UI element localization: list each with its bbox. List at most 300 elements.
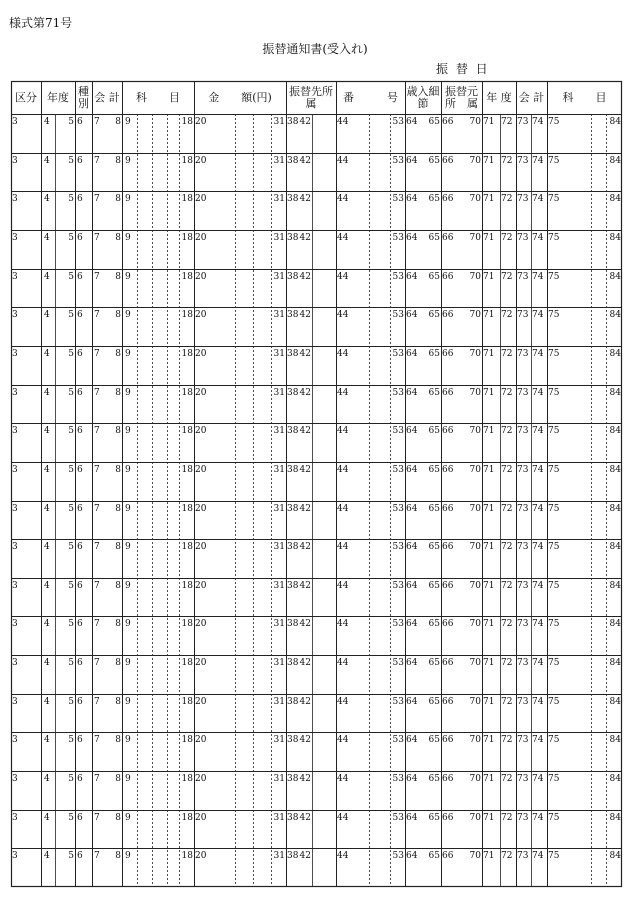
row-mark: 84 bbox=[609, 735, 621, 745]
row-mark: 6 bbox=[77, 774, 83, 784]
row-mark: 75 bbox=[548, 813, 560, 823]
row-mark: 64 bbox=[406, 774, 418, 784]
row-mark: 18 bbox=[181, 117, 193, 127]
row-mark: 18 bbox=[181, 581, 193, 591]
row-mark: 72 bbox=[501, 156, 513, 166]
row-mark: 84 bbox=[609, 774, 621, 784]
row-mark: 3 bbox=[12, 851, 18, 861]
row-mark: 53 bbox=[392, 465, 404, 475]
row-mark: 5 bbox=[68, 156, 74, 166]
row-mark: 8 bbox=[115, 581, 121, 591]
row-mark: 75 bbox=[548, 349, 560, 359]
row-mark: 66 bbox=[442, 156, 454, 166]
row-mark: 66 bbox=[442, 619, 454, 629]
row-mark: 65 bbox=[428, 117, 440, 127]
row-mark: 75 bbox=[548, 426, 560, 436]
row-mark: 20 bbox=[195, 851, 207, 861]
row-mark: 3 bbox=[12, 542, 18, 552]
row-mark: 42 bbox=[299, 774, 311, 784]
row-mark: 64 bbox=[406, 813, 418, 823]
row-mark: 53 bbox=[392, 156, 404, 166]
row-mark: 31 bbox=[273, 194, 285, 204]
row-mark: 5 bbox=[68, 619, 74, 629]
row-mark: 38 bbox=[287, 735, 299, 745]
row-mark: 3 bbox=[12, 813, 18, 823]
row-mark: 73 bbox=[517, 735, 529, 745]
row-mark: 31 bbox=[273, 504, 285, 514]
row-mark: 4 bbox=[44, 851, 50, 861]
row-mark: 75 bbox=[548, 619, 560, 629]
row-mark: 8 bbox=[115, 117, 121, 127]
row-mark: 65 bbox=[428, 542, 440, 552]
column-header-kaikei: 会 計 bbox=[94, 90, 120, 104]
row-mark: 18 bbox=[181, 697, 193, 707]
row-mark: 5 bbox=[68, 581, 74, 591]
row-mark: 6 bbox=[77, 156, 83, 166]
row-mark: 3 bbox=[12, 272, 18, 282]
table-grid bbox=[11, 81, 622, 887]
row-mark: 84 bbox=[609, 272, 621, 282]
row-mark: 18 bbox=[181, 349, 193, 359]
row-mark: 65 bbox=[428, 388, 440, 398]
row-mark: 66 bbox=[442, 117, 454, 127]
row-mark: 4 bbox=[44, 310, 50, 320]
row-mark: 38 bbox=[287, 697, 299, 707]
row-mark: 6 bbox=[77, 233, 83, 243]
row-mark: 71 bbox=[483, 504, 495, 514]
row-mark: 84 bbox=[609, 194, 621, 204]
row-mark: 64 bbox=[406, 619, 418, 629]
row-mark: 53 bbox=[392, 504, 404, 514]
row-mark: 20 bbox=[195, 658, 207, 668]
transfer-form-table bbox=[11, 81, 622, 887]
row-mark: 31 bbox=[273, 272, 285, 282]
row-mark: 4 bbox=[44, 272, 50, 282]
row-mark: 53 bbox=[392, 658, 404, 668]
row-mark: 6 bbox=[77, 697, 83, 707]
row-mark: 9 bbox=[125, 194, 131, 204]
row-mark: 74 bbox=[532, 774, 544, 784]
row-mark: 71 bbox=[483, 272, 495, 282]
row-mark: 7 bbox=[94, 851, 100, 861]
row-mark: 8 bbox=[115, 851, 121, 861]
row-mark: 31 bbox=[273, 310, 285, 320]
row-mark: 73 bbox=[517, 813, 529, 823]
row-mark: 18 bbox=[181, 542, 193, 552]
row-mark: 8 bbox=[115, 233, 121, 243]
row-mark: 38 bbox=[287, 388, 299, 398]
row-mark: 18 bbox=[181, 233, 193, 243]
row-mark: 31 bbox=[273, 388, 285, 398]
row-mark: 18 bbox=[181, 813, 193, 823]
row-mark: 5 bbox=[68, 194, 74, 204]
row-mark: 66 bbox=[442, 272, 454, 282]
row-mark: 6 bbox=[77, 735, 83, 745]
row-mark: 66 bbox=[442, 349, 454, 359]
column-header-nendo: 年度 bbox=[47, 90, 69, 104]
row-mark: 6 bbox=[77, 349, 83, 359]
row-mark: 42 bbox=[299, 233, 311, 243]
row-mark: 74 bbox=[532, 310, 544, 320]
row-mark: 9 bbox=[125, 426, 131, 436]
row-mark: 5 bbox=[68, 813, 74, 823]
row-mark: 73 bbox=[517, 504, 529, 514]
row-mark: 31 bbox=[273, 426, 285, 436]
row-mark: 18 bbox=[181, 851, 193, 861]
row-mark: 71 bbox=[483, 697, 495, 707]
row-mark: 18 bbox=[181, 735, 193, 745]
row-mark: 53 bbox=[392, 851, 404, 861]
row-mark: 73 bbox=[517, 851, 529, 861]
row-mark: 6 bbox=[77, 619, 83, 629]
row-mark: 84 bbox=[609, 233, 621, 243]
row-mark: 65 bbox=[428, 581, 440, 591]
row-mark: 72 bbox=[501, 117, 513, 127]
row-mark: 18 bbox=[181, 465, 193, 475]
row-mark: 44 bbox=[337, 542, 349, 552]
row-mark: 6 bbox=[77, 542, 83, 552]
row-mark: 53 bbox=[392, 426, 404, 436]
row-mark: 8 bbox=[115, 504, 121, 514]
row-mark: 42 bbox=[299, 697, 311, 707]
row-mark: 84 bbox=[609, 619, 621, 629]
row-mark: 5 bbox=[68, 542, 74, 552]
row-mark: 20 bbox=[195, 774, 207, 784]
row-mark: 53 bbox=[392, 117, 404, 127]
row-mark: 75 bbox=[548, 233, 560, 243]
row-mark: 31 bbox=[273, 117, 285, 127]
row-mark: 20 bbox=[195, 813, 207, 823]
row-mark: 3 bbox=[12, 735, 18, 745]
row-mark: 42 bbox=[299, 581, 311, 591]
row-mark: 64 bbox=[406, 272, 418, 282]
row-mark: 31 bbox=[273, 658, 285, 668]
row-mark: 38 bbox=[287, 581, 299, 591]
row-mark: 4 bbox=[44, 233, 50, 243]
row-mark: 74 bbox=[532, 504, 544, 514]
column-header-kaikei2: 会 計 bbox=[518, 90, 545, 104]
row-mark: 53 bbox=[392, 233, 404, 243]
row-mark: 74 bbox=[532, 581, 544, 591]
row-mark: 74 bbox=[532, 658, 544, 668]
row-mark: 74 bbox=[532, 619, 544, 629]
row-mark: 38 bbox=[287, 194, 299, 204]
row-mark: 38 bbox=[287, 426, 299, 436]
row-mark: 8 bbox=[115, 658, 121, 668]
row-mark: 84 bbox=[609, 388, 621, 398]
row-mark: 9 bbox=[125, 388, 131, 398]
row-mark: 64 bbox=[406, 233, 418, 243]
row-mark: 4 bbox=[44, 813, 50, 823]
row-mark: 6 bbox=[77, 426, 83, 436]
row-mark: 31 bbox=[273, 735, 285, 745]
row-mark: 7 bbox=[94, 658, 100, 668]
row-mark: 31 bbox=[273, 581, 285, 591]
row-mark: 44 bbox=[337, 697, 349, 707]
row-mark: 9 bbox=[125, 156, 131, 166]
row-mark: 70 bbox=[469, 388, 481, 398]
row-mark: 71 bbox=[483, 156, 495, 166]
row-mark: 8 bbox=[115, 697, 121, 707]
row-mark: 44 bbox=[337, 349, 349, 359]
column-header-sainyu: 歳入細節 bbox=[406, 84, 440, 110]
row-mark: 20 bbox=[195, 619, 207, 629]
row-mark: 20 bbox=[195, 581, 207, 591]
row-mark: 5 bbox=[68, 851, 74, 861]
row-mark: 70 bbox=[469, 619, 481, 629]
row-mark: 5 bbox=[68, 774, 74, 784]
row-mark: 3 bbox=[12, 658, 18, 668]
row-mark: 74 bbox=[532, 272, 544, 282]
row-mark: 3 bbox=[12, 233, 18, 243]
column-header-furikaesaki: 振替先所 属 bbox=[289, 84, 344, 110]
row-mark: 84 bbox=[609, 349, 621, 359]
row-mark: 84 bbox=[609, 697, 621, 707]
row-mark: 65 bbox=[428, 233, 440, 243]
row-mark: 74 bbox=[532, 117, 544, 127]
row-mark: 72 bbox=[501, 581, 513, 591]
row-mark: 73 bbox=[517, 156, 529, 166]
row-mark: 74 bbox=[532, 465, 544, 475]
row-mark: 3 bbox=[12, 504, 18, 514]
row-mark: 4 bbox=[44, 735, 50, 745]
row-mark: 20 bbox=[195, 349, 207, 359]
row-mark: 7 bbox=[94, 156, 100, 166]
row-mark: 7 bbox=[94, 774, 100, 784]
row-mark: 31 bbox=[273, 465, 285, 475]
row-mark: 65 bbox=[428, 697, 440, 707]
row-mark: 65 bbox=[428, 465, 440, 475]
row-mark: 84 bbox=[609, 813, 621, 823]
row-mark: 4 bbox=[44, 194, 50, 204]
row-mark: 20 bbox=[195, 735, 207, 745]
row-mark: 84 bbox=[609, 426, 621, 436]
row-mark: 72 bbox=[501, 426, 513, 436]
row-mark: 31 bbox=[273, 233, 285, 243]
row-mark: 9 bbox=[125, 117, 131, 127]
row-mark: 3 bbox=[12, 697, 18, 707]
row-mark: 66 bbox=[442, 813, 454, 823]
row-mark: 38 bbox=[287, 310, 299, 320]
row-mark: 31 bbox=[273, 774, 285, 784]
row-mark: 18 bbox=[181, 272, 193, 282]
row-mark: 31 bbox=[273, 156, 285, 166]
row-mark: 6 bbox=[77, 310, 83, 320]
row-mark: 53 bbox=[392, 697, 404, 707]
row-mark: 8 bbox=[115, 426, 121, 436]
row-mark: 65 bbox=[428, 619, 440, 629]
row-mark: 7 bbox=[94, 349, 100, 359]
row-mark: 18 bbox=[181, 619, 193, 629]
row-mark: 8 bbox=[115, 272, 121, 282]
document-title: 振替通知書(受入れ) bbox=[262, 42, 368, 56]
row-mark: 44 bbox=[337, 388, 349, 398]
row-mark: 72 bbox=[501, 735, 513, 745]
row-mark: 70 bbox=[469, 542, 481, 552]
row-mark: 6 bbox=[77, 465, 83, 475]
row-mark: 5 bbox=[68, 388, 74, 398]
row-mark: 9 bbox=[125, 774, 131, 784]
row-mark: 84 bbox=[609, 851, 621, 861]
row-mark: 42 bbox=[299, 504, 311, 514]
row-mark: 3 bbox=[12, 426, 18, 436]
row-mark: 70 bbox=[469, 272, 481, 282]
row-mark: 5 bbox=[68, 735, 74, 745]
row-mark: 70 bbox=[469, 156, 481, 166]
row-mark: 66 bbox=[442, 426, 454, 436]
row-mark: 65 bbox=[428, 310, 440, 320]
row-mark: 72 bbox=[501, 697, 513, 707]
column-header-nendo2: 年 度 bbox=[486, 90, 512, 104]
row-mark: 8 bbox=[115, 388, 121, 398]
row-mark: 7 bbox=[94, 697, 100, 707]
row-mark: 65 bbox=[428, 813, 440, 823]
row-mark: 84 bbox=[609, 117, 621, 127]
row-mark: 74 bbox=[532, 194, 544, 204]
row-mark: 38 bbox=[287, 233, 299, 243]
row-mark: 5 bbox=[68, 658, 74, 668]
row-mark: 38 bbox=[287, 465, 299, 475]
row-mark: 38 bbox=[287, 349, 299, 359]
row-mark: 73 bbox=[517, 465, 529, 475]
row-mark: 74 bbox=[532, 156, 544, 166]
row-mark: 75 bbox=[548, 774, 560, 784]
row-mark: 6 bbox=[77, 194, 83, 204]
row-mark: 44 bbox=[337, 465, 349, 475]
row-mark: 7 bbox=[94, 388, 100, 398]
row-mark: 42 bbox=[299, 310, 311, 320]
row-mark: 20 bbox=[195, 465, 207, 475]
row-mark: 70 bbox=[469, 504, 481, 514]
column-header-furikaemoto: 振替元所 属 bbox=[445, 84, 478, 110]
row-mark: 70 bbox=[469, 774, 481, 784]
row-mark: 71 bbox=[483, 813, 495, 823]
row-mark: 31 bbox=[273, 619, 285, 629]
column-header-shubetsu: 種別 bbox=[78, 84, 89, 110]
row-mark: 84 bbox=[609, 504, 621, 514]
row-mark: 53 bbox=[392, 388, 404, 398]
row-mark: 5 bbox=[68, 697, 74, 707]
row-mark: 4 bbox=[44, 697, 50, 707]
row-mark: 42 bbox=[299, 349, 311, 359]
row-mark: 8 bbox=[115, 349, 121, 359]
row-mark: 42 bbox=[299, 851, 311, 861]
row-mark: 71 bbox=[483, 426, 495, 436]
row-mark: 6 bbox=[77, 658, 83, 668]
row-mark: 64 bbox=[406, 156, 418, 166]
row-mark: 42 bbox=[299, 156, 311, 166]
row-mark: 9 bbox=[125, 465, 131, 475]
row-mark: 44 bbox=[337, 117, 349, 127]
row-mark: 38 bbox=[287, 658, 299, 668]
row-mark: 70 bbox=[469, 735, 481, 745]
row-mark: 7 bbox=[94, 233, 100, 243]
row-mark: 3 bbox=[12, 310, 18, 320]
table-border bbox=[12, 82, 622, 887]
row-mark: 72 bbox=[501, 349, 513, 359]
row-mark: 73 bbox=[517, 194, 529, 204]
row-mark: 4 bbox=[44, 426, 50, 436]
row-mark: 18 bbox=[181, 774, 193, 784]
row-mark: 84 bbox=[609, 310, 621, 320]
row-mark: 75 bbox=[548, 658, 560, 668]
row-mark: 42 bbox=[299, 813, 311, 823]
row-mark: 75 bbox=[548, 697, 560, 707]
row-mark: 53 bbox=[392, 581, 404, 591]
row-mark: 42 bbox=[299, 194, 311, 204]
row-mark: 31 bbox=[273, 697, 285, 707]
row-mark: 65 bbox=[428, 774, 440, 784]
row-mark: 42 bbox=[299, 619, 311, 629]
row-mark: 66 bbox=[442, 542, 454, 552]
row-mark: 3 bbox=[12, 581, 18, 591]
row-mark: 9 bbox=[125, 310, 131, 320]
row-mark: 71 bbox=[483, 851, 495, 861]
row-mark: 72 bbox=[501, 465, 513, 475]
row-mark: 38 bbox=[287, 813, 299, 823]
row-mark: 9 bbox=[125, 851, 131, 861]
row-mark: 72 bbox=[501, 774, 513, 784]
row-mark: 84 bbox=[609, 156, 621, 166]
row-mark: 6 bbox=[77, 272, 83, 282]
row-mark: 71 bbox=[483, 117, 495, 127]
row-mark: 8 bbox=[115, 813, 121, 823]
row-mark: 71 bbox=[483, 388, 495, 398]
row-mark: 71 bbox=[483, 542, 495, 552]
row-mark: 66 bbox=[442, 504, 454, 514]
row-mark: 5 bbox=[68, 349, 74, 359]
row-mark: 4 bbox=[44, 504, 50, 514]
row-mark: 9 bbox=[125, 697, 131, 707]
row-mark: 9 bbox=[125, 581, 131, 591]
row-mark: 71 bbox=[483, 465, 495, 475]
row-mark: 18 bbox=[181, 426, 193, 436]
row-mark: 7 bbox=[94, 465, 100, 475]
row-mark: 70 bbox=[469, 658, 481, 668]
row-mark: 4 bbox=[44, 774, 50, 784]
row-mark: 42 bbox=[299, 272, 311, 282]
row-mark: 4 bbox=[44, 117, 50, 127]
row-mark: 73 bbox=[517, 542, 529, 552]
row-mark: 64 bbox=[406, 658, 418, 668]
row-mark: 6 bbox=[77, 117, 83, 127]
row-mark: 74 bbox=[532, 233, 544, 243]
row-mark: 72 bbox=[501, 619, 513, 629]
row-mark: 70 bbox=[469, 426, 481, 436]
row-mark: 65 bbox=[428, 426, 440, 436]
row-mark: 75 bbox=[548, 465, 560, 475]
row-mark: 7 bbox=[94, 619, 100, 629]
row-mark: 18 bbox=[181, 504, 193, 514]
row-mark: 72 bbox=[501, 233, 513, 243]
row-mark: 20 bbox=[195, 542, 207, 552]
row-mark: 7 bbox=[94, 117, 100, 127]
row-mark: 44 bbox=[337, 156, 349, 166]
row-mark: 70 bbox=[469, 233, 481, 243]
row-mark: 6 bbox=[77, 851, 83, 861]
row-mark: 6 bbox=[77, 504, 83, 514]
row-mark: 7 bbox=[94, 581, 100, 591]
row-mark: 64 bbox=[406, 388, 418, 398]
row-mark: 74 bbox=[532, 349, 544, 359]
row-mark: 18 bbox=[181, 388, 193, 398]
row-mark: 66 bbox=[442, 388, 454, 398]
row-mark: 75 bbox=[548, 310, 560, 320]
row-mark: 44 bbox=[337, 233, 349, 243]
row-mark: 72 bbox=[501, 813, 513, 823]
row-mark: 64 bbox=[406, 310, 418, 320]
row-mark: 64 bbox=[406, 735, 418, 745]
